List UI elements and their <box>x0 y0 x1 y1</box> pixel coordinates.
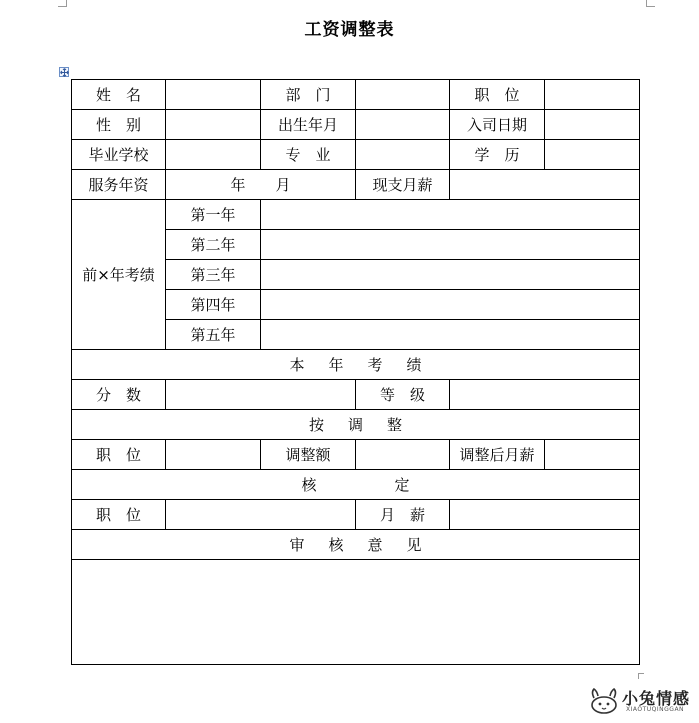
table-row <box>72 80 640 110</box>
name-value-cell[interactable] <box>166 80 261 110</box>
year-2-value-cell[interactable] <box>261 230 640 260</box>
rabbit-logo-icon <box>588 686 620 716</box>
year-1-label: 第一年 <box>166 200 261 230</box>
table-row <box>72 440 640 470</box>
year-3-label: 第三年 <box>166 260 261 290</box>
page-corner-mark-left <box>58 0 67 7</box>
approve-header <box>72 470 640 500</box>
year-3-value-cell[interactable] <box>261 260 640 290</box>
adjust-header-text: 按调整 <box>308 416 426 434</box>
year-1-value-cell[interactable] <box>261 200 640 230</box>
table-row <box>72 170 640 200</box>
adjust-header <box>72 410 640 440</box>
table-row <box>72 140 640 170</box>
review-comment-cell[interactable] <box>72 560 640 665</box>
adjusted-salary-value-cell[interactable] <box>545 440 640 470</box>
adjusted-salary-label: 调整后月薪 <box>450 440 545 470</box>
table-row <box>72 410 640 440</box>
hire-date-label: 入司日期 <box>450 110 545 140</box>
table-move-handle-icon[interactable] <box>59 67 69 77</box>
review-header-text: 审核意见 <box>289 536 446 554</box>
current-salary-label: 现支月薪 <box>356 170 450 200</box>
hire-date-value-cell[interactable] <box>545 110 640 140</box>
school-value-cell[interactable] <box>166 140 261 170</box>
school-label: 毕业学校 <box>72 140 166 170</box>
major-label <box>261 140 356 170</box>
page-corner-mark-right <box>646 0 655 7</box>
score-label: 分 数 <box>72 380 166 410</box>
approve-salary-value-cell[interactable] <box>450 500 640 530</box>
education-label: 学 历 <box>450 140 545 170</box>
approve-header-text: 核定 <box>301 476 488 494</box>
year-2-label: 第二年 <box>166 230 261 260</box>
table-row <box>72 200 640 230</box>
education-value-cell[interactable] <box>545 140 640 170</box>
service-years-label: 服务年资 <box>72 170 166 200</box>
watermark-text: 小兔情感 <box>622 689 691 708</box>
gender-value-cell[interactable] <box>166 110 261 140</box>
current-salary-value-cell[interactable] <box>450 170 640 200</box>
year-5-label: 第五年 <box>166 320 261 350</box>
salary-adjustment-table <box>71 79 640 665</box>
table-row <box>72 110 640 140</box>
approve-salary-label: 月 薪 <box>356 500 450 530</box>
past-performance-label: 前×年考绩 <box>72 200 166 350</box>
position-label: 职 位 <box>450 80 545 110</box>
years-months-text: 年 月 <box>230 176 291 194</box>
grade-label: 等 级 <box>356 380 450 410</box>
gender-label: 性 别 <box>72 110 166 140</box>
adjust-amount-value-cell[interactable] <box>356 440 450 470</box>
watermark-subtext: XIAOTUQINGGAN <box>626 706 685 713</box>
dept-label: 部 门 <box>261 80 356 110</box>
table-row <box>72 470 640 500</box>
name-label: 姓 名 <box>72 80 166 110</box>
score-value-cell[interactable] <box>166 380 356 410</box>
table-row <box>72 560 640 665</box>
birth-label: 出生年月 <box>261 110 356 140</box>
adjust-position-label: 职 位 <box>72 440 166 470</box>
adjust-amount-label: 调整额 <box>261 440 356 470</box>
table-row <box>72 530 640 560</box>
service-years-value-cell[interactable] <box>166 170 356 200</box>
birth-value-cell[interactable] <box>356 110 450 140</box>
review-header <box>72 530 640 560</box>
dept-value-cell[interactable] <box>356 80 450 110</box>
position-value-cell[interactable] <box>545 80 640 110</box>
major-value-cell[interactable] <box>356 140 450 170</box>
this-year-performance-header <box>72 350 640 380</box>
year-4-value-cell[interactable] <box>261 290 640 320</box>
approve-position-value-cell[interactable] <box>166 500 356 530</box>
table-row <box>72 500 640 530</box>
table-row <box>72 380 640 410</box>
year-5-value-cell[interactable] <box>261 320 640 350</box>
year-4-label: 第四年 <box>166 290 261 320</box>
major-label-text: 专 业 <box>285 146 331 164</box>
table-row <box>72 350 640 380</box>
this-year-performance-text: 本年考绩 <box>289 356 446 374</box>
table-end-mark <box>638 673 644 679</box>
grade-value-cell[interactable] <box>450 380 640 410</box>
approve-position-label: 职 位 <box>72 500 166 530</box>
document-title: 工资调整表 <box>304 20 395 40</box>
site-watermark <box>588 684 696 720</box>
adjust-position-value-cell[interactable] <box>166 440 261 470</box>
